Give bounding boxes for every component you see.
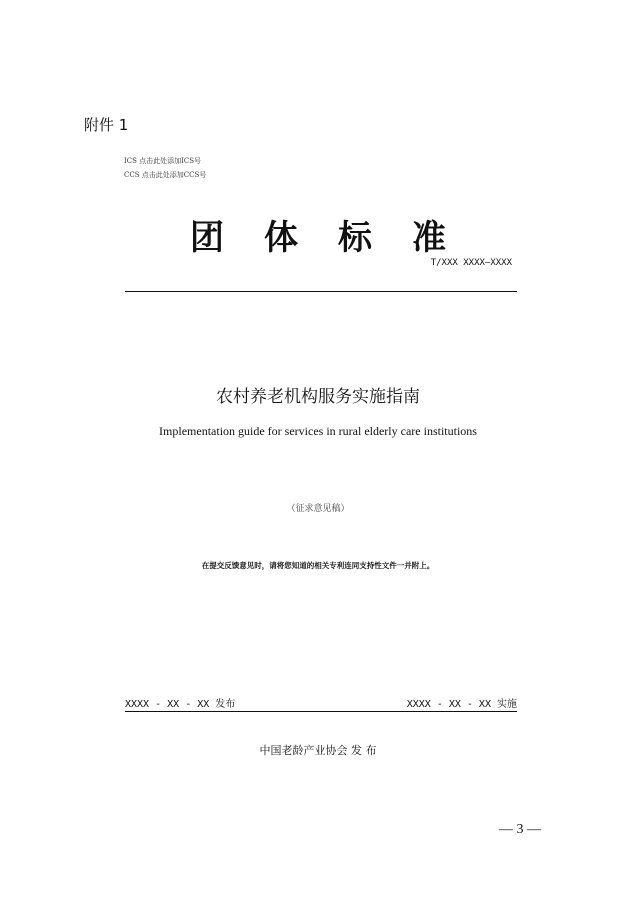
ccs-code-line: CCS 点击此处添加CCS号 — [124, 171, 207, 179]
issue-date: XXXX - XX - XX 发布 — [125, 699, 236, 710]
attachment-label: 附件 1 — [84, 116, 129, 134]
patent-notice: 在提交反馈意见时，请将您知道的相关专利连同支持性文件一并附上。 — [201, 561, 435, 570]
document-title-en: Implementation guide for services in rural elderly care institutions — [159, 424, 477, 438]
implementation-date: XXXX - XX - XX 实施 — [406, 699, 517, 710]
standard-number: T/XXX XXXX—XXXX — [430, 258, 512, 268]
publisher-line: 中国老龄产业协会 发 布 — [259, 744, 377, 757]
page-number: — 3 — — [499, 822, 541, 837]
document-title-cn: 农村养老机构服务实施指南 — [216, 387, 420, 407]
ics-code-line: ICS 点击此处添加ICS号 — [124, 157, 202, 165]
top-divider — [125, 291, 517, 292]
bottom-divider — [125, 711, 517, 712]
draft-status: （征求意见稿） — [286, 504, 350, 514]
standard-type-heading: 团体标准 — [190, 218, 486, 258]
